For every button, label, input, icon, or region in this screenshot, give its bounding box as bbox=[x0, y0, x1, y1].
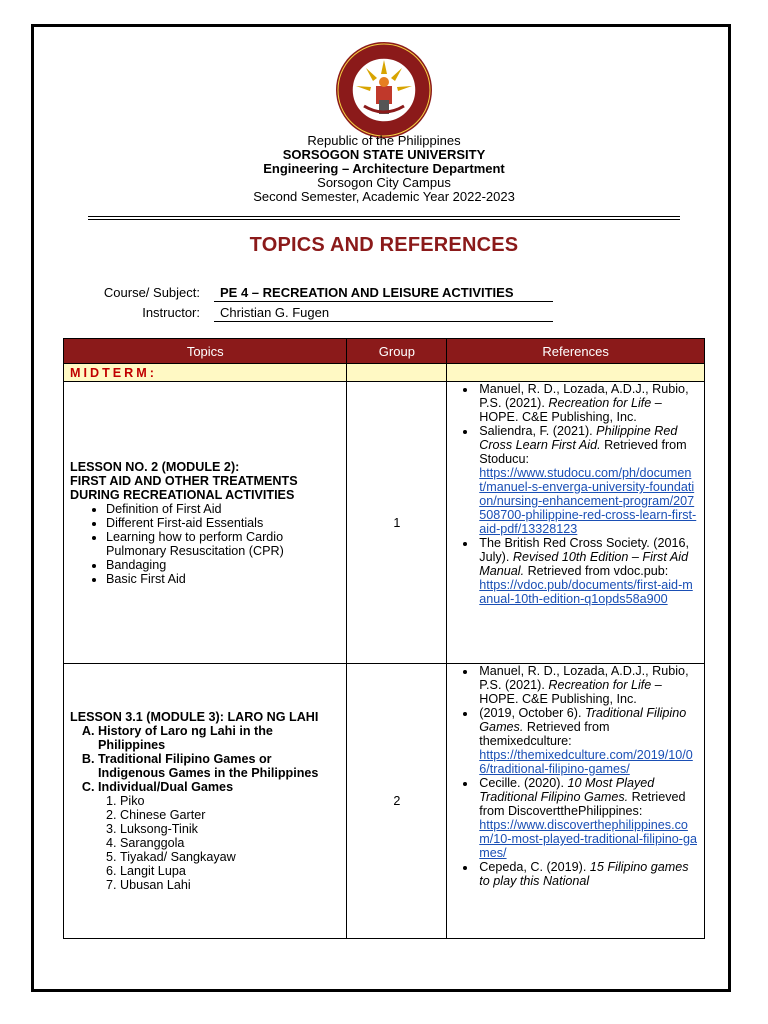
reference-item bbox=[477, 664, 698, 706]
header-republic: Republic of the Philippines bbox=[307, 133, 461, 148]
ref-text: Saliendra, F. (2021). bbox=[479, 424, 597, 438]
list-item: • Bandaging bbox=[106, 558, 340, 572]
reference-item bbox=[477, 536, 698, 606]
list-item: 7. Ubusan Lahi bbox=[120, 878, 340, 892]
ref-text: Cecille. (2020). bbox=[479, 776, 568, 790]
col-group-header: Group bbox=[347, 339, 447, 364]
list-item: 4. Saranggola bbox=[120, 836, 340, 850]
reference-item bbox=[477, 382, 698, 424]
ref-text: Retrieved from vdoc.pub: bbox=[524, 564, 669, 578]
lesson2-title1: LESSON NO. 2 (MODULE 2): bbox=[70, 459, 240, 474]
reference-item bbox=[477, 424, 698, 536]
ref-text: Retrieved from DiscovertthePhilippines: bbox=[479, 790, 686, 818]
table-row bbox=[64, 664, 705, 939]
ref-title: Recreation for Life bbox=[548, 396, 652, 410]
midterm-row bbox=[64, 364, 705, 382]
page-title: TOPICS AND REFERENCES bbox=[249, 234, 519, 256]
ref-text: Retrieved from Stoducu: bbox=[479, 438, 687, 466]
list-item: • Learning how to perform Cardio Pulmonary Resuscitation (CPR) bbox=[106, 530, 340, 558]
document-header bbox=[0, 134, 768, 204]
topics-table bbox=[63, 338, 705, 939]
reference-item bbox=[477, 776, 698, 860]
ref-title: Philippine Red Cross Learn First Aid. bbox=[479, 424, 678, 452]
lesson2-group: 1 bbox=[347, 382, 447, 664]
list-item: 2. Chinese Garter bbox=[120, 808, 340, 822]
list-item: • Definition of First Aid bbox=[106, 502, 340, 516]
ref-title: Recreation for Life bbox=[548, 678, 652, 692]
lesson31-references bbox=[447, 664, 705, 939]
ref-text: – HOPE. C&E Publishing, Inc. bbox=[479, 396, 662, 424]
instructor-label: Instructor: bbox=[142, 305, 200, 320]
midterm-ref-empty bbox=[447, 364, 705, 382]
midterm-group-empty bbox=[347, 364, 447, 382]
lesson2-title2: FIRST AID AND OTHER TREATMENTS DURING RECREATIONAL ACTIVITIES bbox=[70, 473, 298, 502]
university-seal-logo bbox=[334, 40, 434, 140]
header-campus: Sorsogon City Campus bbox=[317, 175, 451, 190]
col-topics-header: Topics bbox=[64, 339, 347, 364]
header-rule-top bbox=[88, 216, 680, 217]
ref-link[interactable]: https://www.discoverthephilippines.com/10-most-played-traditional-filipino-games/ bbox=[479, 818, 697, 860]
ref-link[interactable]: https://www.studocu.com/ph/document/manuel-s-enverga-university-foundation/nursing-enhancement-program/207508700-philippine-red-cross-learn-first-aid-pdf/13328123 bbox=[479, 466, 697, 536]
games-list bbox=[98, 794, 340, 892]
section-label: Individual/Dual Games bbox=[98, 780, 234, 794]
header-university: SORSOGON STATE UNIVERSITY bbox=[282, 147, 486, 162]
list-item: • Different First-aid Essentials bbox=[106, 516, 340, 530]
list-item: 5. Tiyakad/ Sangkayaw bbox=[120, 850, 340, 864]
ref-text: Manuel, R. D., Lozada, A.D.J., Rubio, P.S. (2021). bbox=[479, 664, 689, 692]
ref-link[interactable]: https://themixedculture.com/2019/10/06/traditional-filipino-games/ bbox=[479, 748, 693, 776]
ref-title: 10 Most Played Traditional Filipino Games. bbox=[479, 776, 655, 804]
list-item: B. Traditional Filipino Games or Indigenous Games in the Philippines bbox=[98, 752, 340, 780]
list-item: 3. Luksong-Tinik bbox=[120, 822, 340, 836]
ref-text: Retrieved from themixedculture: bbox=[479, 720, 610, 748]
ref-link[interactable]: https://vdoc.pub/documents/first-aid-manual-10th-edition-q1opds58a900 bbox=[479, 578, 693, 606]
col-references-header: References bbox=[447, 339, 705, 364]
header-rule-bottom bbox=[88, 219, 680, 220]
reference-item bbox=[477, 860, 698, 888]
lesson2-items bbox=[70, 502, 340, 586]
lesson31-title: LESSON 3.1 (MODULE 3): LARO NG LAHI bbox=[70, 710, 319, 724]
lesson2-topic bbox=[64, 382, 347, 664]
ref-text: Manuel, R. D., Lozada, A.D.J., Rubio, P.S. (2021). bbox=[479, 382, 689, 410]
lesson31-topic bbox=[64, 664, 347, 939]
list-item: A. History of Laro ng Lahi in the Philippines bbox=[98, 724, 340, 752]
reference-item bbox=[477, 706, 698, 776]
course-label: Course/ Subject: bbox=[103, 285, 200, 300]
ref-text: The British Red Cross Society. (2016, July). bbox=[479, 536, 690, 564]
list-item: • Basic First Aid bbox=[106, 572, 340, 586]
list-item: 1. Piko bbox=[120, 794, 340, 808]
list-item: 6. Langit Lupa bbox=[120, 864, 340, 878]
lesson2-references bbox=[447, 382, 705, 664]
table-header-row bbox=[64, 339, 705, 364]
instructor-value: Christian G. Fugen bbox=[214, 305, 553, 322]
ref-title: Revised 10th Edition – First Aid Manual. bbox=[479, 550, 689, 578]
midterm-label: MIDTERM: bbox=[64, 364, 347, 382]
lesson31-group: 2 bbox=[347, 664, 447, 939]
table-row bbox=[64, 382, 705, 664]
ref-title: Traditional Filipino Games. bbox=[479, 706, 687, 734]
ref-text: – HOPE. C&E Publishing, Inc. bbox=[479, 678, 662, 706]
header-semester: Second Semester, Academic Year 2022-2023 bbox=[253, 189, 515, 204]
ref-text: Cepeda, C. (2019). bbox=[479, 860, 590, 874]
list-item bbox=[98, 780, 340, 892]
header-department: Engineering – Architecture Department bbox=[263, 161, 505, 176]
lesson31-sections bbox=[70, 724, 340, 892]
ref-title: 15 Filipino games to play this National bbox=[479, 860, 689, 888]
ref-text: (2019, October 6). bbox=[479, 706, 585, 720]
course-value: PE 4 – RECREATION AND LEISURE ACTIVITIES bbox=[214, 285, 553, 302]
